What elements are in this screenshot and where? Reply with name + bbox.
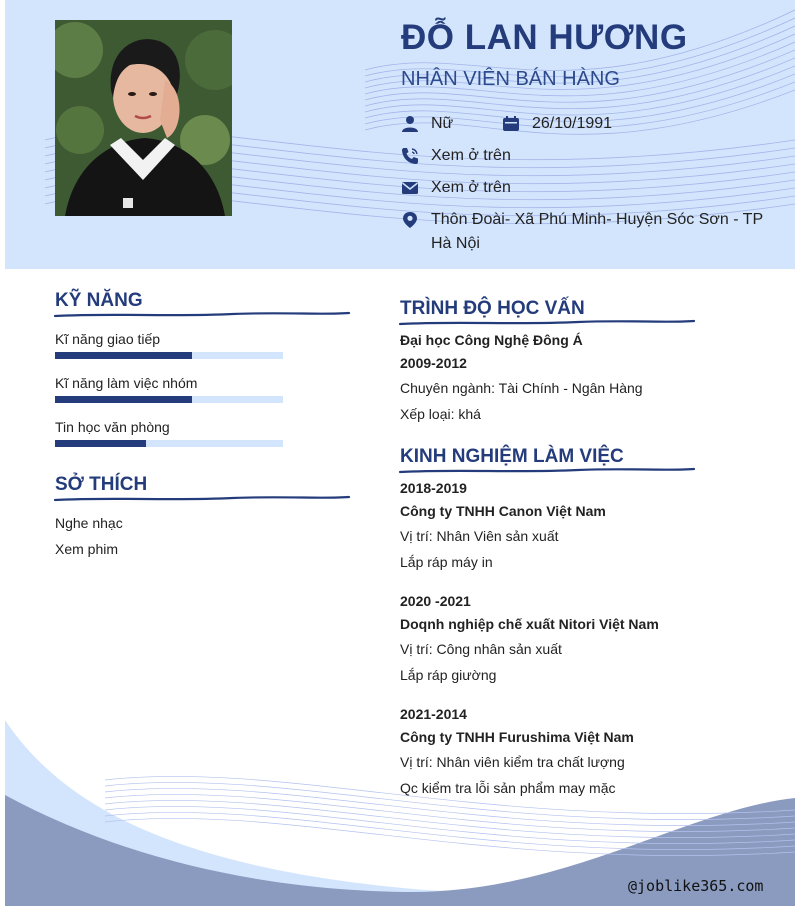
phone-value: Xem ở trên (431, 147, 511, 164)
education-grade: Xếp loại: khá (400, 406, 481, 422)
gender-row (401, 115, 453, 136)
watermark: @joblike365.com (628, 877, 764, 895)
envelope-icon (401, 179, 419, 197)
skill-bar-fill (55, 440, 146, 447)
skills-heading: KỸ NĂNG (55, 290, 143, 311)
candidate-name: ĐỖ LAN HƯƠNG (401, 18, 688, 57)
email-value: Xem ở trên (431, 179, 511, 196)
job-years: 2018-2019 (400, 480, 467, 496)
job-years: 2021-2014 (400, 706, 467, 722)
education-years: 2009-2012 (400, 355, 467, 371)
education-underline (398, 318, 698, 328)
calendar-icon (502, 115, 520, 133)
address-row (401, 211, 771, 256)
job-company: Doqnh nghiệp chế xuất Nitori Việt Nam (400, 616, 659, 632)
skill-label: Kĩ năng làm việc nhóm (55, 375, 198, 391)
skill-bar-fill (55, 396, 192, 403)
education-school: Đại học Công Nghệ Đông Á (400, 332, 583, 348)
hobbies-underline (53, 494, 353, 504)
job-position: Vị trí: Nhân Viên sản xuất (400, 528, 559, 544)
skills-underline (53, 310, 353, 320)
location-pin-icon (401, 211, 419, 229)
experience-underline (398, 466, 698, 476)
email-row (401, 179, 511, 200)
education-major: Chuyên ngành: Tài Chính - Ngân Hàng (400, 380, 643, 396)
hobbies-heading: SỞ THÍCH (55, 474, 148, 495)
dob-row (502, 115, 612, 136)
hobby-item: Xem phim (55, 541, 119, 557)
header-band (5, 0, 795, 269)
experience-heading: KINH NGHIỆM LÀM VIỆC (400, 446, 624, 467)
skill-bar-fill (55, 352, 192, 359)
person-icon (401, 115, 419, 133)
job-task: Qc kiểm tra lỗi sản phẩm may mặc (400, 780, 616, 796)
gender-value: Nữ (431, 115, 454, 132)
job-task: Lắp ráp máy in (400, 554, 493, 570)
address-value: Thôn Đoài- Xã Phú Minh- Huyện Sóc Sơn - TP Hà Nội (431, 211, 763, 252)
job-position: Vị trí: Nhân viên kiểm tra chất lượng (400, 754, 625, 770)
profile-photo (55, 20, 232, 216)
job-title: NHÂN VIÊN BÁN HÀNG (401, 68, 620, 90)
hobby-item: Nghe nhạc (55, 515, 123, 531)
skill-bar (55, 440, 283, 447)
job-task: Lắp ráp giường (400, 667, 497, 683)
phone-row (401, 147, 511, 168)
job-position: Vị trí: Công nhân sản xuất (400, 641, 562, 657)
dob-value: 26/10/1991 (532, 115, 613, 132)
skill-bar (55, 352, 283, 359)
job-company: Công ty TNHH Canon Việt Nam (400, 503, 606, 519)
phone-icon (401, 147, 419, 165)
cv-page (5, 0, 795, 906)
education-heading: TRÌNH ĐỘ HỌC VẤN (400, 298, 585, 319)
skill-label: Kĩ năng giao tiếp (55, 331, 161, 347)
skill-bar (55, 396, 283, 403)
job-years: 2020 -2021 (400, 593, 471, 609)
job-company: Công ty TNHH Furushima Việt Nam (400, 729, 634, 745)
skill-label: Tin học văn phòng (55, 419, 170, 435)
